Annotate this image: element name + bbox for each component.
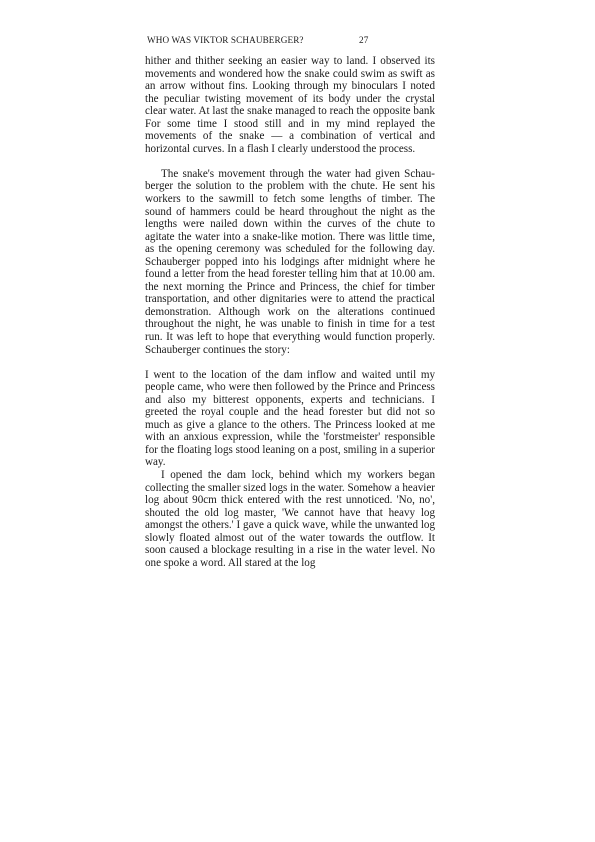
running-title: WHO WAS VIKTOR SCHAUBERGER?: [147, 35, 304, 45]
body-text: [145, 55, 435, 569]
paragraph-3: I went to the location of the dam inflow and waited until my people came, who were then followed by the Prince and Princess and also my bitterest opponents, experts and technicians. I greeted the royal couple and the head forester but did not so much as give a glance to the others. The Princess looked at me with an anxious expression, while the 'forstmeister' responsible for the floating logs stood leaning on a post, smiling in a superior way.: [145, 368, 435, 469]
paragraph-2: The snake's movement through the water had given Schauberger the solution to the problem with the chute. He sent his workers to the sawmill to fetch some lengths of timber. The sound of hammers could be heard throughout the night as the lengths were nailed down within the curves of the chute to agitate the water into a snake-like motion. There was little time, as the opening ceremony was scheduled for the following day. Schauberger popped into his lodgings after midnight where he found a letter from the head forester telling him that at 10.00 am. the next morning the Prince and Princess, the chief for timber transportation, and other dignitaries were to attend the practical demonstration. Although work on the alterations continued throughout the night, he was unable to finish in time for a test run. It was left to hope that everything would function properly. Schauberger continues the story:: [145, 167, 435, 356]
page-number: 27: [359, 35, 369, 45]
running-header: [147, 35, 435, 49]
paragraph-4: I opened the dam lock, behind which my workers began collecting the smaller sized logs in the water. Somehow a heavier log about 90cm thick entered with the rest unnoticed. 'No, no', shouted the old log master, 'We cannot have that heavy log amongst the others.' I gave a quick wave, while the unwanted log slowly floated almost out of the water towards the outflow. It soon caused a blockage resulting in a rise in the water level. No one spoke a word. All stared at the log: [145, 468, 435, 569]
paragraph-1: hither and thither seeking an easier way to land. I observed its movements and wondered how the snake could swim as swift as an arrow without fins. Looking through my binoculars I noted the peculiar twisting movement of its body under the crystal clear water. At last the snake managed to reach the opposite bank For some time I stood still and in my mind replayed the movements of the snake — a combination of vertical and horizontal curves. In a flash I clearly understood the process.: [145, 55, 435, 155]
